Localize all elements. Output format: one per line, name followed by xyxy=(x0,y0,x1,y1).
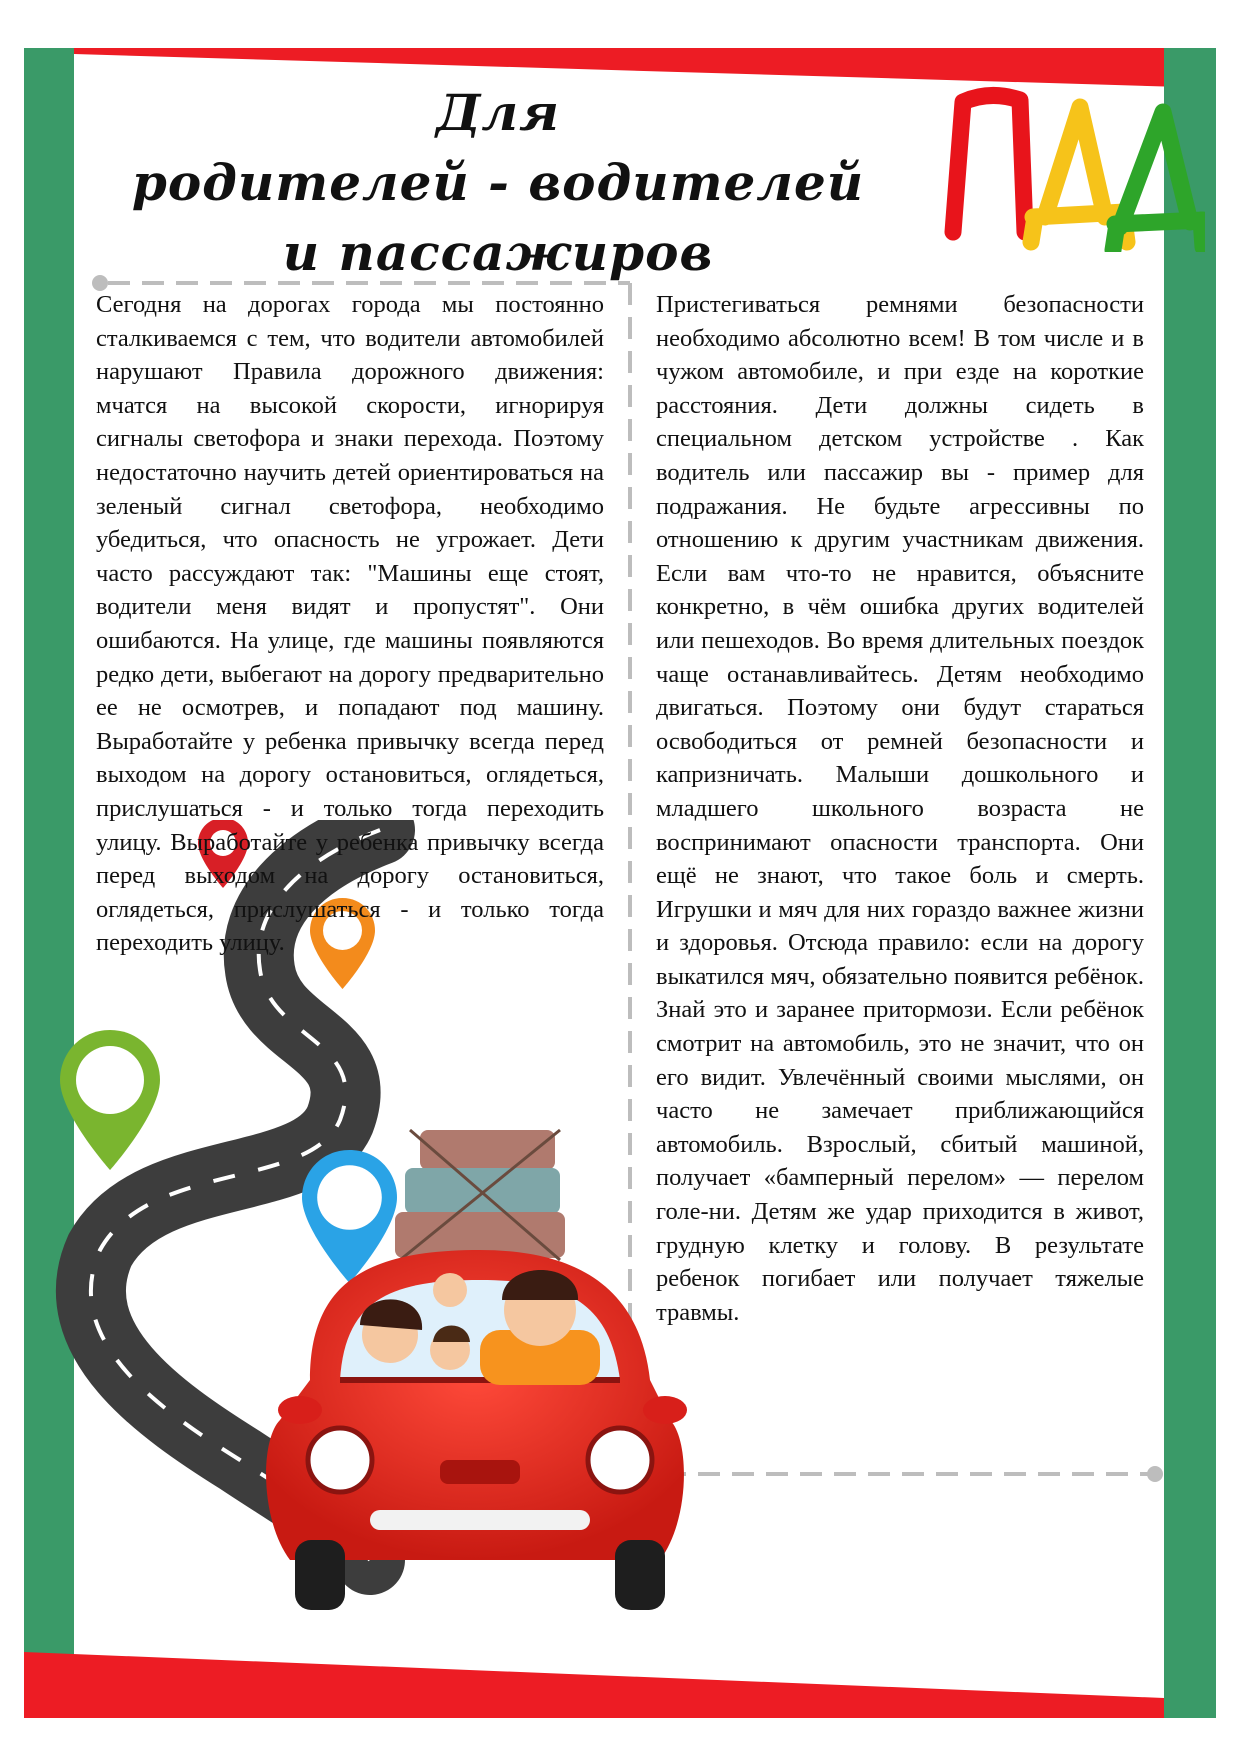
left-text-column xyxy=(96,288,604,960)
luggage-icon xyxy=(395,1130,565,1260)
pdd-logo xyxy=(935,82,1205,252)
title-line-3: и пассажиров xyxy=(282,223,714,282)
right-paragraph: Пристегиваться ремнями безопасности необходимо абсолютно всем! В том числе и в чужом автомобиле, и при езде на короткие расстояния. Дети должны сидеть в специальном детском устройстве . Как водитель или пассажир вы - пример для подражания. Не будьте агрессивны по отношению к другим участникам движения. Если вам что-то не нравится, объясните конкретно, в чём ошибка других водителей или пешеходов. Во время длительных поездок чаще останавливайтесь. Детям необходимо двигаться. Поэтому они будут стараться освободиться от ремней безопасности и капризничать. Малыши дошкольного и младшего школьного возраста не воспринимают опасности транспорта. Они ещё не знают, что такое боль и смерть. Игрушки и мяч для них гораздо важнее жизни и здоровья. Отсюда правило: если на дорогу выкатился мяч, обязательно появится ребёнок. Знай это и заранее притормози. Если ребёнок смотрит на автомобиль, это не значит, что он его видит. Увлечённый своими мыслями, он часто не замечает приближающийся автомобиль. Взрослый, сбитый машиной, получает «бамперный перелом» — перелом голе-ни. Детям же удар приходится в живот, грудную клетку и голову. В результате ребенок погибает или получает тяжелые травмы. xyxy=(656,291,1144,1326)
red-car-icon xyxy=(266,1250,687,1610)
page-title xyxy=(88,78,908,288)
green-pin-icon xyxy=(60,1030,160,1170)
child-figure xyxy=(433,1273,467,1307)
title-line-2: родителей - водителей xyxy=(131,153,865,212)
right-text-column xyxy=(656,288,1144,1329)
left-paragraph: Сегодня на дорогах города мы постоянно сталкиваемся с тем, что водители автомобилей нарушают Правила дорожного движения: мчатся на высокой скорости, игнорируя сигналы светофора и знаки перехода. Поэтому недостаточно научить детей ориентироваться на зеленый сигнал светофора, необходимо убедиться, что опасность не угрожает. Дети часто рассуждают так: "Машины еще стоят, водители меня видят и пропустят". Они ошибаются. На улице, где машины появляются редко дети, выбегают на дорогу предварительно ее не осмотрев, и попадают под машину. Выработайте у ребенка привычку всегда перед выходом на дорогу остановиться, оглядеться, прислушаться - и только тогда переходить улицу. Выработайте у ребенка привычку всегда перед выходом на дорогу остановиться, оглядеться, прислушаться - и только тогда переходить улицу. xyxy=(96,291,604,957)
title-line-1: Для xyxy=(436,83,560,142)
